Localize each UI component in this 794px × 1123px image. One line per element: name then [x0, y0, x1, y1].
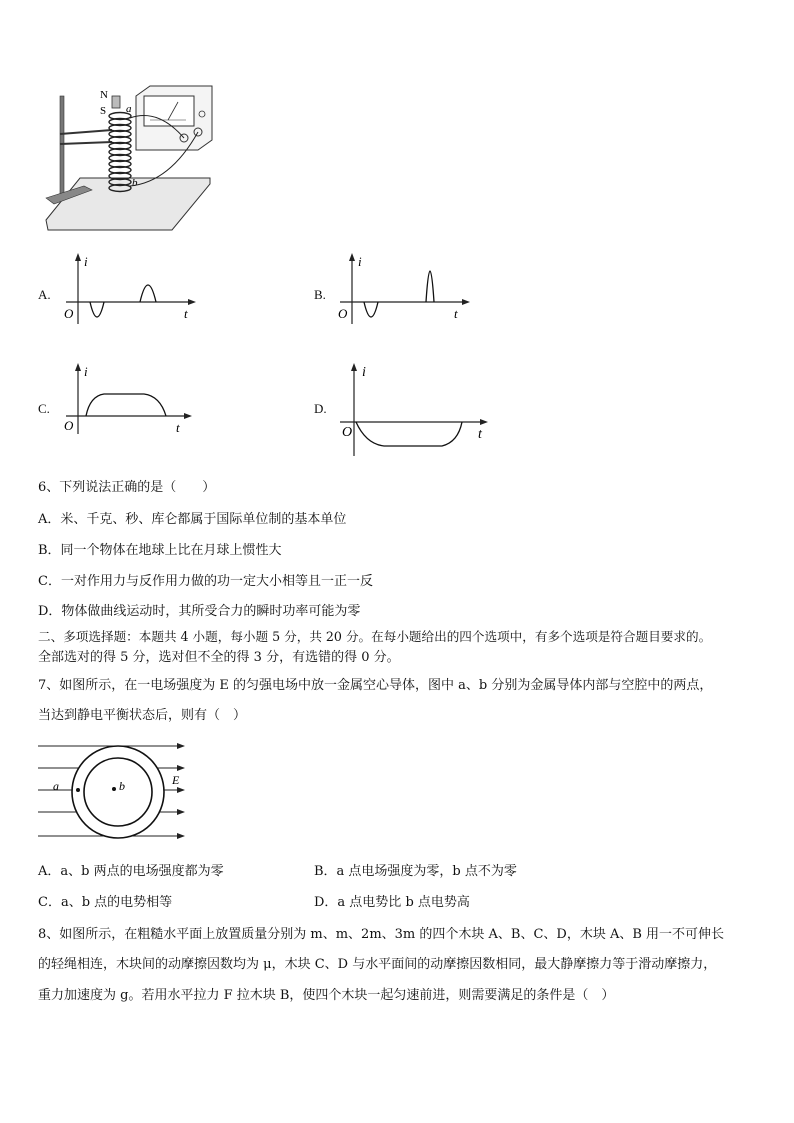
option-d-label: D.: [314, 401, 327, 416]
axis-t-label: t: [176, 420, 180, 435]
q6-option-c: C．一对作用力与反作用力做的功一定大小相等且一正一反: [38, 574, 373, 589]
q7-stem-1: 7、如图所示，在一电场强度为 E 的匀强电场中放一金属空心导体，图中 a、b 分别为金属导体内部与空腔中的两点，: [38, 678, 713, 693]
origin-label: O: [64, 418, 74, 433]
section2-instructions-1: 二、多项选择题：本题共 4 小题，每小题 5 分，共 20 分。在每小题给出的四个选项中，有多个选项是符合题目要求的。: [38, 629, 712, 644]
q7-stem-2: 当达到静电平衡状态后，则有（ ）: [38, 708, 247, 723]
section2-instructions-2: 全部选对的得 5 分，选对但不全的得 3 分，有选错的得 0 分。: [38, 650, 400, 665]
q6-option-a: A．米、千克、秒、库仑都属于国际单位制的基本单位: [38, 512, 347, 527]
q7-option-b: B．a 点电场强度为零，b 点不为零: [314, 864, 517, 879]
axis-i-label: i: [358, 254, 362, 269]
axis-i-label: i: [362, 365, 366, 380]
q6-option-b: B．同一个物体在地球上比在月球上惯性大: [38, 543, 282, 558]
q8-stem-2: 的轻绳相连，木块间的动摩擦因数均为 μ，木块 C、D 与水平面间的动摩擦因数相同，最大静摩擦力等于滑动摩擦力，: [38, 957, 717, 972]
q6-stem: 6、下列说法正确的是（ ）: [38, 480, 216, 495]
origin-label: O: [338, 306, 348, 321]
q7-option-a: A．a、b 两点的电场强度都为零: [38, 864, 224, 879]
axis-i-label: i: [84, 364, 88, 379]
q6-option-d: D．物体做曲线运动时，其所受合力的瞬时功率可能为零: [38, 604, 361, 619]
coil-a-label: a: [126, 103, 132, 115]
option-b-label: B.: [314, 287, 326, 302]
axis-t-label: t: [454, 306, 458, 321]
graph-option-b: [334, 250, 474, 330]
graph-option-c: [60, 360, 200, 440]
field-e-label: E: [172, 773, 180, 787]
q7-option-d: D．a 点电势比 b 点电势高: [314, 895, 470, 910]
option-a-label: A.: [38, 287, 51, 302]
axis-t-label: t: [184, 306, 188, 321]
point-b-label: b: [119, 779, 125, 793]
origin-label: O: [342, 425, 353, 440]
magnet-n-label: N: [100, 89, 108, 101]
axis-i-label: i: [84, 254, 88, 269]
q8-stem-1: 8、如图所示，在粗糙水平面上放置质量分别为 m、m、2m、3m 的四个木块 A、B、C、D，木块 A、B 用一不可伸长: [38, 927, 725, 942]
origin-label: O: [64, 306, 74, 321]
axis-t-label: t: [478, 427, 482, 442]
q8-stem-3: 重力加速度为 g。若用水平拉力 F 拉木块 B，使四个木块一起匀速前进，则需要满足的条件是（ ）: [38, 988, 615, 1003]
magnet-s-label: S: [100, 105, 107, 117]
graph-option-d: [334, 360, 494, 460]
q7-option-c: C．a、b 点的电势相等: [38, 895, 173, 910]
conductor-figure: [36, 738, 190, 846]
point-a-label: a: [53, 779, 59, 793]
option-c-label: C.: [38, 401, 50, 416]
apparatus-figure: [40, 82, 215, 237]
graph-option-a: [60, 250, 200, 330]
coil-b-label: b: [132, 177, 138, 189]
